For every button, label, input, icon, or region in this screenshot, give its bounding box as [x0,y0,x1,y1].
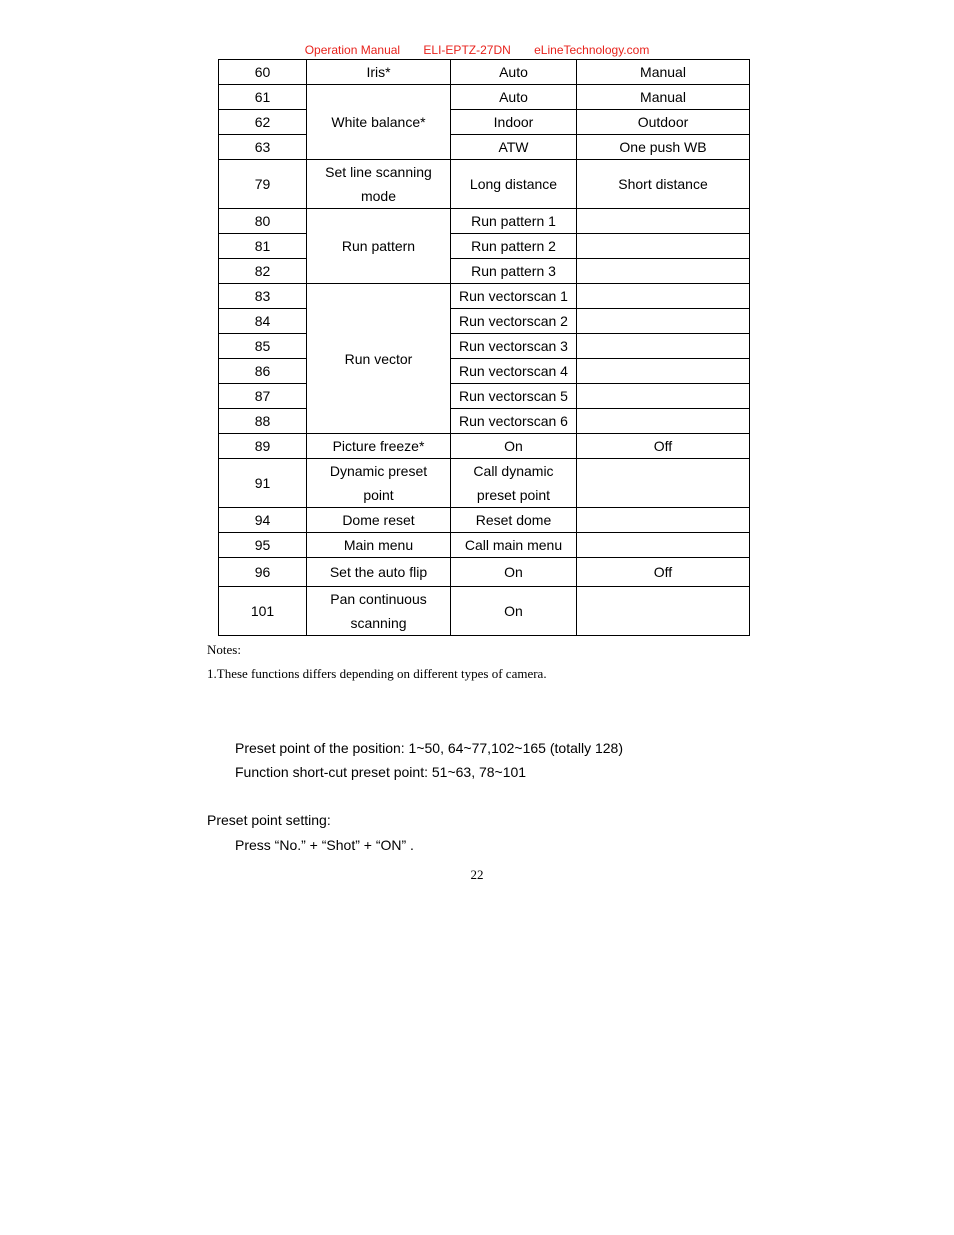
cell-option2: Manual [577,60,750,85]
cell-no: 80 [219,209,307,234]
notes-heading: Notes: [207,642,241,657]
preset-shortcut-line: Function short-cut preset point: 51~63, 78~101 [235,764,527,780]
cell-option1: Run vectorscan 1 [451,284,577,309]
cell-function: Main menu [307,533,451,558]
cell-option2 [577,384,750,409]
cell-option2 [577,334,750,359]
cell-no: 83 [219,284,307,309]
cell-function: White balance* [307,85,451,160]
cell-option1: Auto [451,60,577,85]
cell-option2 [577,508,750,533]
table-row [219,60,750,85]
table-row [219,234,750,259]
cell-no: 88 [219,409,307,434]
cell-function: Iris* [307,60,451,85]
cell-function: Pan continuous scanning [307,587,451,636]
table-row [219,359,750,384]
preset-setting-instruction: Press “No.” + “Shot” + “ON” . [235,837,414,853]
cell-option1: Long distance [451,160,577,209]
cell-option2 [577,259,750,284]
table-row [219,384,750,409]
cell-no: 63 [219,135,307,160]
cell-option1: Call main menu [451,533,577,558]
cell-no: 101 [219,587,307,636]
cell-option2 [577,533,750,558]
table-row [219,110,750,135]
cell-function: Set the auto flip [307,558,451,587]
cell-no: 85 [219,334,307,359]
cell-option1: Run vectorscan 5 [451,384,577,409]
cell-option2 [577,587,750,636]
cell-no: 87 [219,384,307,409]
cell-option1: Auto [451,85,577,110]
cell-option1: On [451,587,577,636]
table-row [219,587,750,636]
table-row [219,558,750,587]
table-row [219,135,750,160]
cell-no: 89 [219,434,307,459]
cell-option1: Run vectorscan 4 [451,359,577,384]
table-row [219,160,750,209]
table-row [219,459,750,508]
table-row [219,334,750,359]
cell-option2 [577,209,750,234]
cell-option2: Outdoor [577,110,750,135]
cell-option2 [577,284,750,309]
cell-option2 [577,459,750,508]
preset-setting-heading: Preset point setting: [207,812,331,828]
table-row [219,259,750,284]
cell-option1: Run pattern 1 [451,209,577,234]
header-model: ELI-EPTZ-27DN [423,43,511,57]
cell-function: Picture freeze* [307,434,451,459]
cell-option2: Off [577,558,750,587]
cell-option2 [577,359,750,384]
cell-option1: Indoor [451,110,577,135]
notes-item-1: 1.These functions differs depending on different types of camera. [207,666,547,681]
cell-option2: Manual [577,85,750,110]
page-number: 22 [470,867,484,882]
header-site: eLineTechnology.com [534,43,650,57]
cell-no: 95 [219,533,307,558]
cell-no: 60 [219,60,307,85]
cell-option2: One push WB [577,135,750,160]
cell-no: 82 [219,259,307,284]
table-row [219,434,750,459]
table-row [219,85,750,110]
table-row [219,309,750,334]
table-row [219,409,750,434]
header-doc-title: Operation Manual [304,43,401,57]
cell-option1: Run pattern 3 [451,259,577,284]
cell-option2 [577,409,750,434]
cell-no: 84 [219,309,307,334]
cell-no: 79 [219,160,307,209]
cell-option2: Short distance [577,160,750,209]
cell-function: Set line scanning mode [307,160,451,209]
cell-no: 81 [219,234,307,259]
cell-no: 96 [219,558,307,587]
table-row [219,508,750,533]
cell-function: Dynamic preset point [307,459,451,508]
cell-option2 [577,309,750,334]
cell-no: 94 [219,508,307,533]
cell-option1: Run vectorscan 6 [451,409,577,434]
cell-function: Run vector [307,284,451,434]
cell-option1: On [451,434,577,459]
cell-option1: Run vectorscan 3 [451,334,577,359]
cell-option1: Run vectorscan 2 [451,309,577,334]
table-row [219,533,750,558]
cell-option1: Call dynamic preset point [451,459,577,508]
cell-option2: Off [577,434,750,459]
cell-option1: On [451,558,577,587]
cell-no: 86 [219,359,307,384]
cell-option1: Run pattern 2 [451,234,577,259]
cell-no: 62 [219,110,307,135]
cell-function: Dome reset [307,508,451,533]
cell-function: Run pattern [307,209,451,284]
cell-no: 61 [219,85,307,110]
page-header [0,43,954,57]
cell-option1: Reset dome [451,508,577,533]
table-row [219,284,750,309]
cell-option1: ATW [451,135,577,160]
cell-no: 91 [219,459,307,508]
preset-position-line: Preset point of the position: 1~50, 64~77,102~165 (totally 128) [235,740,624,756]
function-table [218,59,750,636]
cell-option2 [577,234,750,259]
table-row [219,209,750,234]
